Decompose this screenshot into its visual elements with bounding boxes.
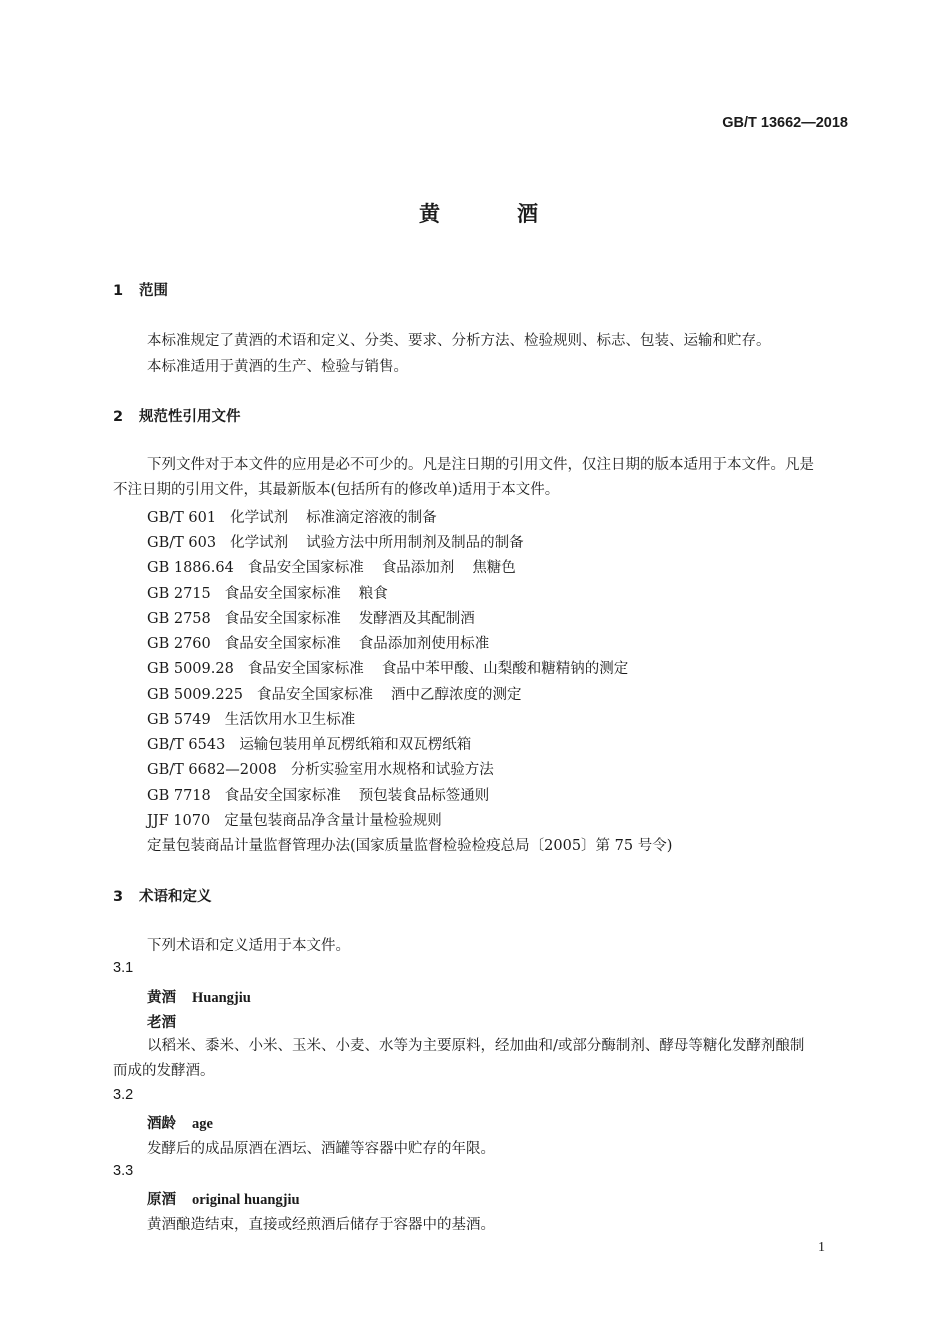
section-1-heading bbox=[113, 279, 168, 300]
reference-item bbox=[147, 556, 516, 577]
terms-intro: 下列术语和定义适用于本文件。 bbox=[147, 938, 350, 954]
reference-title-part: 食品安全国家标准 bbox=[247, 661, 364, 677]
reference-item bbox=[147, 784, 489, 805]
term-number: 3.3 bbox=[113, 1163, 134, 1179]
reference-item bbox=[147, 582, 388, 603]
reference-item bbox=[147, 531, 524, 552]
reference-item bbox=[147, 657, 628, 678]
term-definition: 发酵后的成品原酒在酒坛、酒罐等容器中贮存的年限。 bbox=[147, 1141, 495, 1157]
reference-title-part: 食品中苯甲酸、山梨酸和糖精钠的测定 bbox=[381, 661, 629, 677]
reference-title-part: 预包装食品标签通则 bbox=[358, 788, 490, 804]
reference-title-part: 食品添加剂 bbox=[381, 560, 455, 576]
reference-title-part: 焦糖色 bbox=[472, 560, 516, 576]
section-title: 规范性引用文件 bbox=[139, 409, 241, 425]
reference-title-part: 食品添加剂使用标准 bbox=[358, 636, 490, 652]
term-definition: 以稻米、黍米、小米、玉米、小麦、水等为主要原料，经加曲和/或部分酶制剂、酵母等糖化发酵剂酿制而成的发酵酒。 bbox=[113, 1038, 805, 1079]
reference-title-part: 运输包装用单瓦楞纸箱和双瓦楞纸箱 bbox=[239, 737, 472, 753]
term-number: 3.1 bbox=[113, 960, 134, 976]
section-number: 3 bbox=[113, 889, 124, 905]
reference-title-part: 生活饮用水卫生标准 bbox=[224, 712, 356, 728]
reference-item bbox=[147, 809, 442, 830]
reference-title-part: 化学试剂 bbox=[230, 535, 289, 551]
reference-code: GB 1886.64 bbox=[147, 560, 234, 576]
reference-item bbox=[147, 607, 475, 628]
reference-title-part: 标准滴定溶液的制备 bbox=[306, 510, 437, 526]
section-title: 术语和定义 bbox=[139, 889, 212, 905]
term-en: original huangjiu bbox=[192, 1192, 300, 1208]
reference-item bbox=[147, 758, 494, 779]
term-en: Huangjiu bbox=[192, 990, 251, 1006]
reference-title-part: 食品安全国家标准 bbox=[257, 687, 374, 703]
reference-item bbox=[147, 683, 522, 704]
standard-number: GB/T 13662—2018 bbox=[722, 115, 848, 131]
reference-code: GB 5009.28 bbox=[147, 661, 234, 677]
term-number: 3.2 bbox=[113, 1087, 134, 1103]
term-heading bbox=[147, 1188, 300, 1209]
reference-item bbox=[147, 733, 471, 754]
reference-code: GB/T 6682—2008 bbox=[147, 762, 277, 778]
reference-item bbox=[147, 632, 489, 653]
term-heading bbox=[147, 1112, 213, 1133]
section-number: 2 bbox=[113, 409, 124, 425]
section-3-heading bbox=[113, 885, 212, 906]
term-definition: 黄酒酿造结束，直接或经煎酒后储存于容器中的基酒。 bbox=[147, 1217, 495, 1233]
reference-code: GB/T 603 bbox=[147, 535, 217, 551]
reference-title-part: 粮食 bbox=[358, 586, 388, 602]
reference-title-part: 试验方法中所用制剂及制品的制备 bbox=[306, 535, 524, 551]
reference-title-part: 食品安全国家标准 bbox=[247, 560, 364, 576]
term-alternative: 老酒 bbox=[147, 1015, 176, 1031]
document-title-char-1: 黄 bbox=[419, 202, 442, 226]
reference-code: GB 2758 bbox=[147, 611, 211, 627]
reference-item bbox=[147, 708, 355, 729]
scope-paragraph-1: 本标准规定了黄酒的术语和定义、分类、要求、分析方法、检验规则、标志、包装、运输和贮存。 bbox=[147, 333, 771, 349]
reference-item-regulation: 定量包装商品计量监督管理办法(国家质量监督检验检疫总局〔2005〕第 75 号令) bbox=[147, 838, 673, 854]
reference-code: GB 5749 bbox=[147, 712, 211, 728]
reference-title-part: 发酵酒及其配制酒 bbox=[358, 611, 475, 627]
reference-code: GB/T 601 bbox=[147, 510, 217, 526]
reference-title-part: 食品安全国家标准 bbox=[224, 636, 341, 652]
reference-code: GB 2760 bbox=[147, 636, 211, 652]
section-2-heading bbox=[113, 405, 241, 426]
term-zh: 黄酒 bbox=[147, 990, 176, 1006]
section-number: 1 bbox=[113, 283, 124, 299]
term-en: age bbox=[192, 1116, 213, 1132]
scope-paragraph-2: 本标准适用于黄酒的生产、检验与销售。 bbox=[147, 359, 408, 375]
document-title-char-2: 酒 bbox=[517, 202, 540, 226]
reference-title-part: 定量包装商品净含量计量检验规则 bbox=[224, 813, 442, 829]
reference-title-part: 分析实验室用水规格和试验方法 bbox=[290, 762, 494, 778]
reference-code: GB/T 6543 bbox=[147, 737, 226, 753]
references-intro: 下列文件对于本文件的应用是必不可少的。凡是注日期的引用文件，仅注日期的版本适用于本文件。凡是不注日期的引用文件，其最新版本(包括所有的修改单)适用于本文件。 bbox=[113, 457, 814, 498]
reference-code: GB 7718 bbox=[147, 788, 211, 804]
reference-code: GB 2715 bbox=[147, 586, 211, 602]
reference-code: GB 5009.225 bbox=[147, 687, 244, 703]
page-number: 1 bbox=[818, 1240, 825, 1255]
reference-title-part: 食品安全国家标准 bbox=[224, 788, 341, 804]
reference-title-part: 酒中乙醇浓度的测定 bbox=[391, 687, 522, 703]
section-title: 范围 bbox=[139, 283, 168, 299]
term-heading bbox=[147, 986, 251, 1007]
reference-code: JJF 1070 bbox=[147, 813, 211, 829]
reference-title-part: 食品安全国家标准 bbox=[224, 611, 341, 627]
reference-title-part: 食品安全国家标准 bbox=[224, 586, 341, 602]
reference-title-part: 化学试剂 bbox=[230, 510, 289, 526]
term-zh: 原酒 bbox=[147, 1192, 176, 1208]
term-zh: 酒龄 bbox=[147, 1116, 176, 1132]
reference-item bbox=[147, 506, 437, 527]
